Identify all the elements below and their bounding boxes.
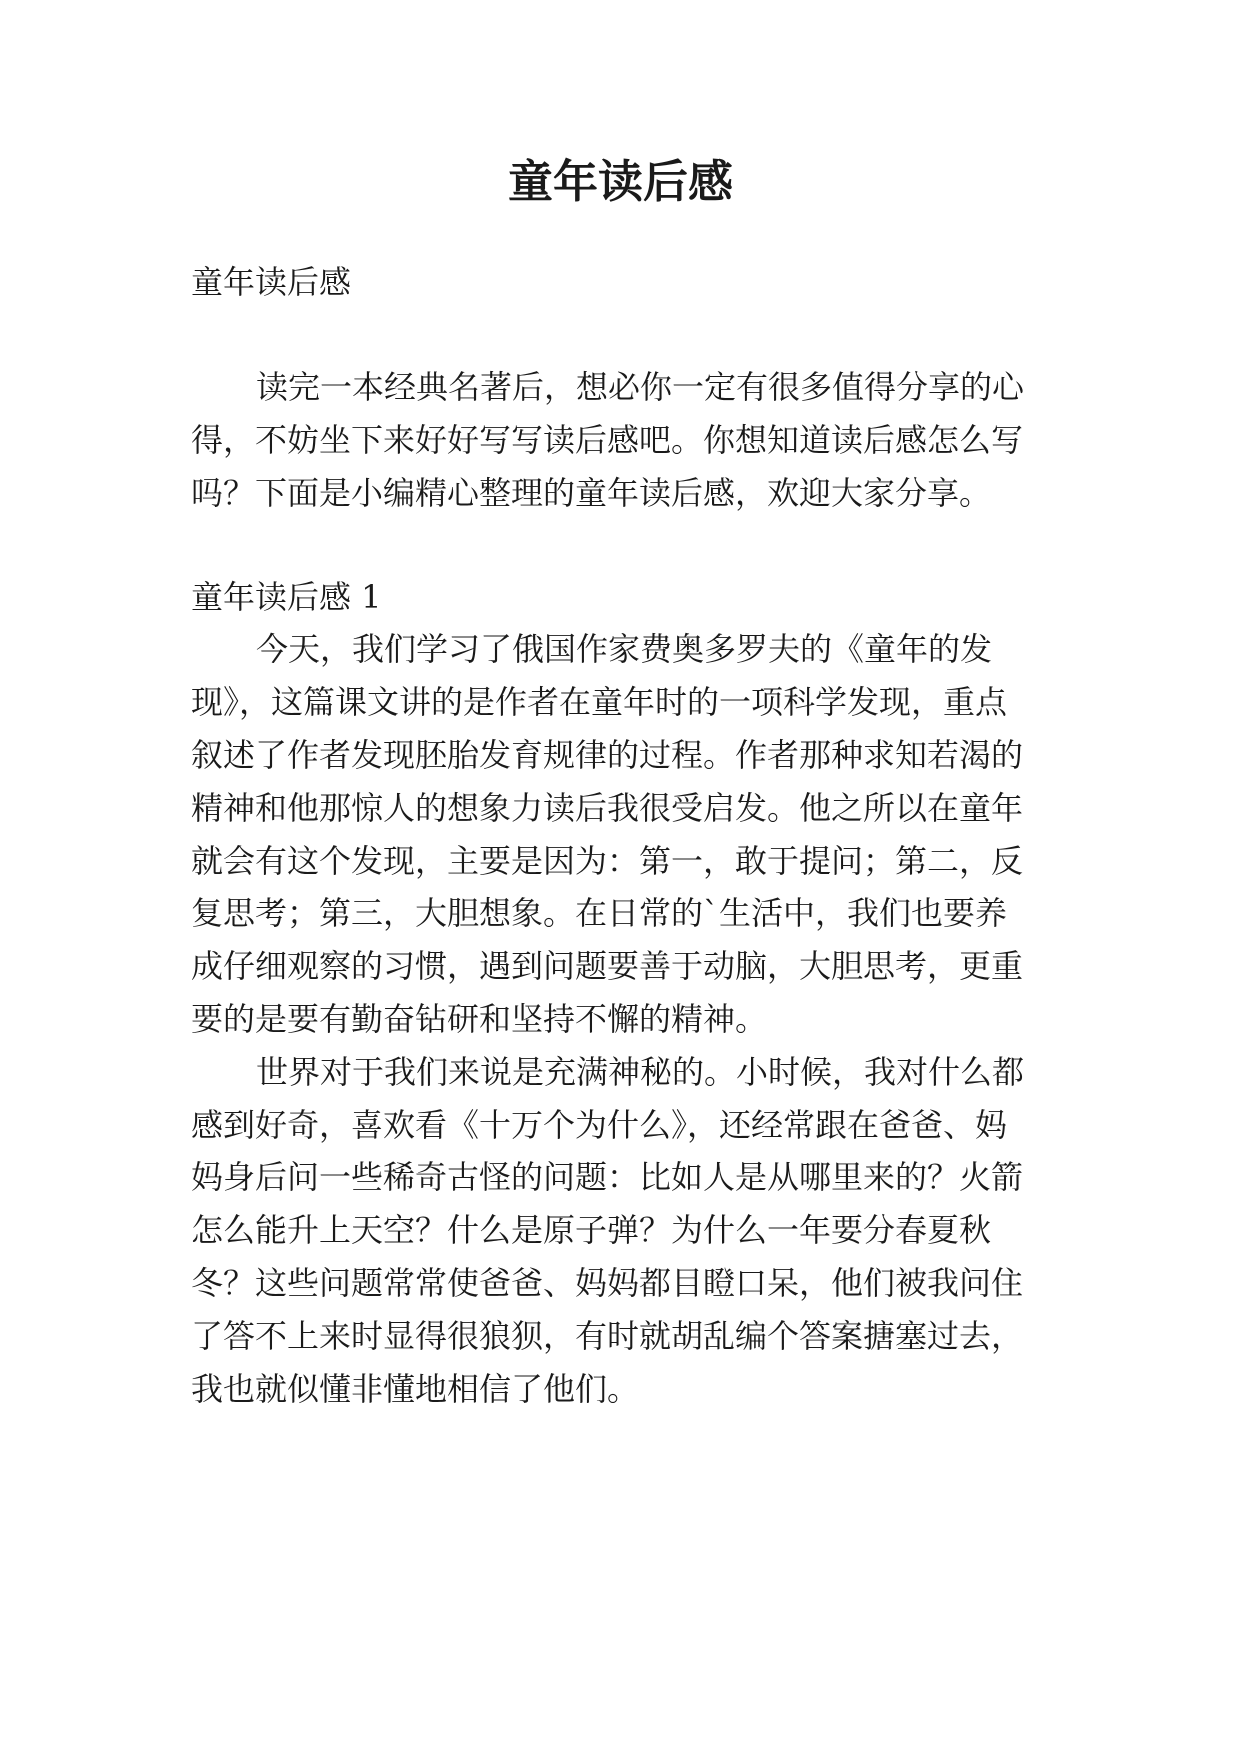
paragraph1-line-2: 现》，这篇课文讲的是作者在童年时的一项科学发现，重点 (191, 683, 1008, 721)
paragraph2-line-1: 世界对于我们来说是充满神秘的。小时候，我对什么都 (256, 1053, 1025, 1091)
paragraph2-line-7: 我也就似懂非懂地相信了他们。 (191, 1370, 640, 1408)
paragraph2-line-2: 感到好奇，喜欢看《十万个为什么》，还经常跟在爸爸、妈 (191, 1106, 1008, 1144)
intro-line-1: 读完一本经典名著后，想必你一定有很多值得分享的心 (256, 368, 1025, 406)
paragraph1-line-4: 精神和他那惊人的想象力读后我很受启发。他之所以在童年 (191, 789, 1024, 827)
paragraph2-line-4: 怎么能升上天空？什么是原子弹？为什么一年要分春夏秋 (191, 1211, 992, 1249)
section-heading: 童年读后感 1 (191, 578, 382, 616)
paragraph1-line-7: 成仔细观察的习惯，遇到问题要善于动脑，大胆思考，更重 (191, 947, 1024, 985)
paragraph1-line-5: 就会有这个发现，主要是因为：第一，敢于提问；第二，反 (191, 842, 1024, 880)
document-title: 童年读后感 (507, 155, 733, 208)
paragraph1-line-3: 叙述了作者发现胚胎发育规律的过程。作者那种求知若渴的 (191, 736, 1024, 774)
intro-line-2: 得，不妨坐下来好好写写读后感吧。你想知道读后感怎么写 (191, 421, 1024, 459)
paragraph2-line-6: 了答不上来时显得很狼狈，有时就胡乱编个答案搪塞过去， (191, 1317, 1024, 1355)
document-subtitle: 童年读后感 (191, 263, 352, 301)
paragraph2-line-5: 冬？这些问题常常使爸爸、妈妈都目瞪口呆，他们被我问住 (191, 1264, 1024, 1302)
paragraph1-line-8: 要的是要有勤奋钻研和坚持不懈的精神。 (191, 1000, 768, 1038)
paragraph1-line-1: 今天，我们学习了俄国作家费奥多罗夫的《童年的发 (256, 630, 993, 668)
intro-line-3: 吗？下面是小编精心整理的童年读后感，欢迎大家分享。 (191, 474, 992, 512)
paragraph2-line-3: 妈身后问一些稀奇古怪的问题：比如人是从哪里来的？火箭 (191, 1158, 1024, 1196)
paragraph1-line-6: 复思考；第三，大胆想象。在日常的`生活中，我们也要养 (191, 894, 1008, 932)
